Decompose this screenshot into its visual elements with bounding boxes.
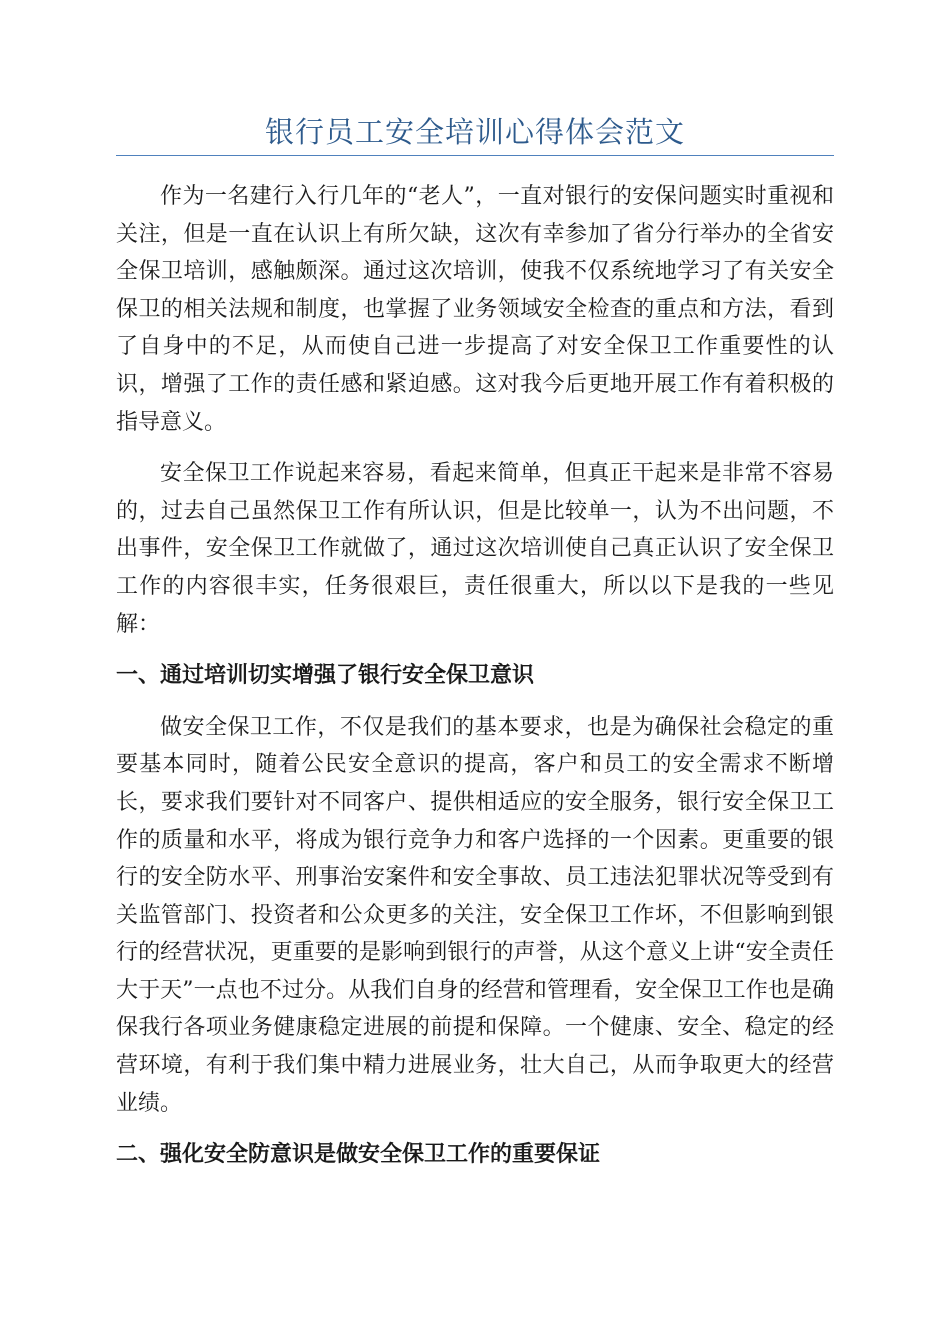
section-1-paragraph: 做安全保卫工作，不仅是我们的基本要求，也是为确保社会稳定的重要基本同时，随着公民安全意识的提高，客户和员工的安全需求不断增长，要求我们要针对不同客户、提供相适应的安全服务，银行安全保卫工作的质量和水平，将成为银行竞争力和客户选择的一个因素。更重要的银行的安全防水平、刑事治安案件和安全事故、员工违法犯罪状况等受到有关监管部门、投资者和公众更多的关注，安全保卫工作坏，不但影响到银行的经营状况，更重要的是影响到银行的声誉，从这个意义上讲“安全责任大于天”一点也不过分。从我们自身的经营和管理看，安全保卫工作也是确保我行各项业务健康稳定进展的前提和保障。一个健康、安全、稳定的经营环境，有利于我们集中精力进展业务，壮大自己，从而争取更大的经营业绩。 [116, 714, 834, 1116]
document-title: 银行员工安全培训心得体会范文 [116, 110, 834, 156]
section-2-heading: 二、强化安全防意识是做安全保卫工作的重要保证 [116, 1141, 601, 1168]
section-1-heading: 一、通过培训切实增强了银行安全保卫意识 [116, 662, 535, 689]
intro-paragraph-2: 安全保卫工作说起来容易，看起来简单，但真正干起来是非常不容易的，过去自己虽然保卫工作有所认识，但是比较单一，认为不出问题，不出事件，安全保卫工作就做了，通过这次培训使自己真正认识了安全保卫工作的内容很丰实，任务很艰巨，责任很重大，所以以下是我的一些见解： [116, 461, 834, 637]
intro-paragraph-1: 作为一名建行入行几年的“老人”，一直对银行的安保问题实时重视和关注，但是一直在认识上有所欠缺，这次有幸参加了省分行举办的全省安全保卫培训，感触颇深。通过这次培训，使我不仅系统地学习了有关安全保卫的相关法规和制度，也掌握了业务领域安全检查的重点和方法，看到了自身中的不足，从而使自己进一步提高了对安全保卫工作重要性的认识，增强了工作的责任感和紧迫感。这对我今后更地开展工作有着积极的指导意义。 [116, 184, 834, 435]
document-page [116, 110, 834, 1188]
